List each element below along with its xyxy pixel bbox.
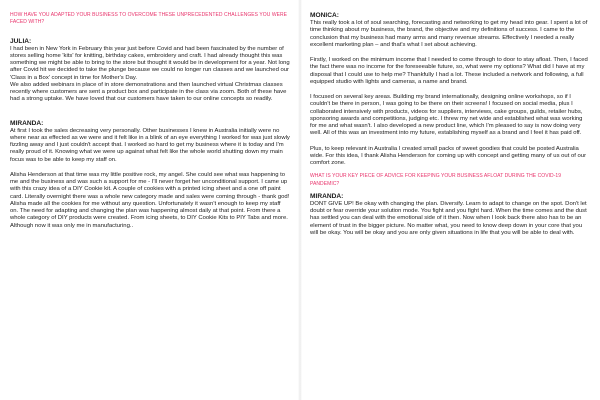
question-heading: WHAT IS YOUR KEY PIECE OF ADVICE FOR KEEPING YOUR BUSINESS AFLOAT DURING THE COVID-19 PANDEMIC?	[310, 173, 562, 187]
right-page	[300, 0, 600, 400]
miranda-paragraph-1: At first I took the sales decreasing very personally. Other businesses I knew in Australia initially were no where near as effected as we were and it felt like in a blink of an eye everything I worked for was just slowly fizzling away and I just couldn't accept that. I worked so hard to get my business where it is today and I'm really proud of it. Knowing what we were up against what felt like the whole world shutting down my main focus was to be able to keep my staff on.	[10, 127, 290, 163]
monica-paragraph-1: This really took a lot of soul searching, forecasting and networking to get my head into gear. I spent a lot of time thinking about my business, the brand, the objective and my definitions of success. I came to the conclusion that my business had many arms and many revenue streams. Effectively I needed a really excellent marketing plan – and that's what I set about achieving.	[310, 20, 588, 48]
question-heading: HOW HAVE YOU ADAPTED YOUR BUSINESS TO OVERCOME THESE UNPRECEDENTED CHALLENGES YOU WERE FACED WITH?	[10, 12, 288, 26]
monica-paragraph-3: I focused on several key areas. Building my brand internationally, designing online workshops, so if I couldn't be there in person, I was going to be there on their screens! I focused on social media, plus I collaborated intensively with products, videos for suppliers, interviews, cake groups, guilds, retailer hubs, sponsoring awards and competitions, judging etc. I threw my net wide and established what was working for me and what wasn't. I also developed a new product line, which I'm pleased to say is now doing very well. All of this was an investment into my future, establishing myself as a brand and I feel it has paid off.	[310, 94, 583, 137]
miranda-paragraph-2: Alisha Henderson at that time was my little positive rock, my angel. She could see what was happening to me and the business and was such a support for me - I'll never forget her unconditional support. I came up with this crazy idea of a DIY Cookie kit. A couple of cookies with a printed icing sheet and a one off paint card. Literally overnight there was a whole new category made and sales were coming through - thank god! Alisha made all the cookies for me without any question. Unfortunately it wasn't enough to keep my staff on. The need for adapting and changing the plan was happening almost daily at that point. From there a whole category of DIY products were created. From icing sheets, to DIY Cookie Kits to PIY Tabs and more. Although now it was only me in manufacturing..	[10, 171, 290, 229]
monica-paragraph-4: Plus, to keep relevant in Australia I created small packs of sweet goodies that could be posted Australia wide. For this idea, I thank Alisha Henderson for coming up with concept and getting many of us out of our comfort zone.	[310, 145, 587, 166]
miranda-advice-paragraph: DONT GIVE UP! Be okay with changing the plan. Diversify. Learn to adapt to change on the spot. Don't let doubt or fear override your solution mode. You fight and you fight hard. When the time comes and the dust has settled you can deal with the emotional side of it then. Now when I look back there also has to be an element of trust in the bigger picture. No matter what, you need to know deep down in your core that you will be okay. You will be okay and you are only given situations in life that you will be able to deal with.	[310, 200, 587, 236]
speaker-label-miranda: MIRANDA:	[10, 119, 44, 127]
monica-paragraph-2: Firstly, I worked on the minimum income that I needed to come through to door to stay afloat. Then, I faced the fact there was no income for the foreseeable future, so, what were my options? What did I have at my disposal that I could use to help me? Thankfully I had a lot. These included a network and following, a full equipped studio with lights and cameras, a name and brand.	[310, 57, 588, 85]
speaker-label-miranda: MIRANDA:	[310, 192, 344, 200]
julia-paragraph-2: We also added webinars in place of in store demonstrations and then launched virtual Christmas classes recently where customers are sent a product box and participate in the class via zoom. Both of these have had a strong uptake. We have loved that our customers have taken to our online concepts so readily.	[10, 81, 287, 103]
speaker-label-julia: JULIA:	[10, 37, 32, 45]
speaker-label-monica: MONICA:	[310, 12, 339, 19]
julia-paragraph-1: I had been in New York in February this year just before Covid and had been fascinated by the number of stores selling home 'kits' for knitting, birthday cakes, embroidery and craft. I had already thought this was something we might be able to bring to the store but thought it would be in development for a year. Not long after Covid hit we decided to take the plunge because we could no longer run classes and we launched our 'Class in a Box' concept in time for Mother's Day.	[10, 45, 290, 81]
